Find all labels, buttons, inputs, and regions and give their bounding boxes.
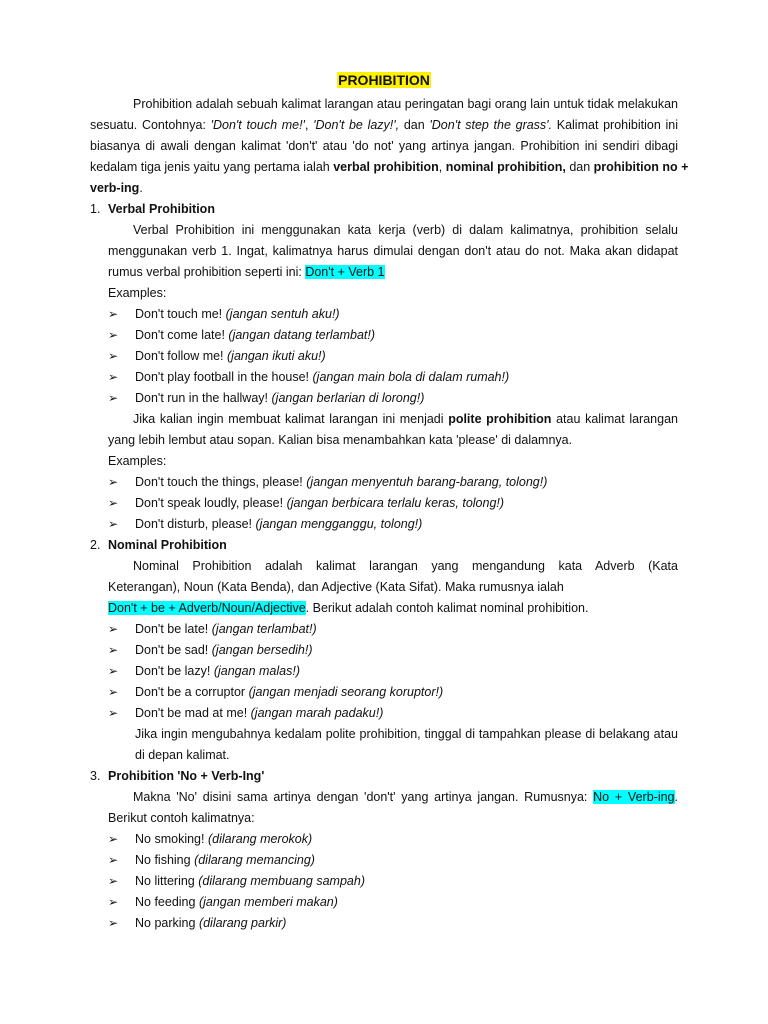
list-item xyxy=(108,472,547,493)
s2-para-line-2 xyxy=(108,577,696,598)
example-en: Don't be sad! xyxy=(135,643,212,657)
example-translation: (jangan datang terlambat!) xyxy=(228,328,376,342)
para-text: Jika ingin mengubahnya kedalam polite prohibition, tinggal di tampahkan please di belakang atau xyxy=(135,727,678,741)
intro-line-3 xyxy=(90,136,678,157)
term-bold: polite prohibition xyxy=(448,412,552,426)
section-heading-text: Verbal Prohibition xyxy=(108,202,215,216)
example-en: No fishing xyxy=(135,853,195,867)
example-en: Don't be late! xyxy=(135,622,212,636)
section-number: 1. xyxy=(90,202,101,216)
example-translation: (dilarang parkir) xyxy=(198,916,287,930)
example-translation: (dilarang merokok) xyxy=(207,832,313,846)
intro-text: kedalam tiga jenis yaitu yang pertama ialah xyxy=(90,160,334,174)
example-translation: (jangan menjadi seorang koruptor!) xyxy=(248,685,444,699)
example-translation: (jangan malas!) xyxy=(213,664,300,678)
list-item xyxy=(108,871,365,892)
para-text: Makna 'No' disini sama artinya dengan 'don't' yang artinya jangan. Rumusnya: xyxy=(133,790,594,804)
title-text: PROHIBITION xyxy=(338,72,430,88)
list-item xyxy=(108,514,422,535)
arrow-bullet-icon: ➢ xyxy=(108,832,119,846)
list-item xyxy=(108,367,509,388)
example-translation: (jangan ikuti aku!) xyxy=(227,349,326,363)
label-text: Examples: xyxy=(108,286,167,300)
example-translation: (jangan sentuh aku!) xyxy=(225,307,340,321)
example-translation: (jangan berbicara terlalu keras, tolong!) xyxy=(286,496,505,510)
s1-para-line-1 xyxy=(133,220,678,241)
para-text: Jika kalian ingin membuat kalimat larangan ini menjadi xyxy=(133,412,449,426)
arrow-bullet-icon: ➢ xyxy=(108,496,119,510)
para-text: Berikut contoh kalimatnya: xyxy=(108,811,255,825)
example-translation: (jangan berlarian di lorong!) xyxy=(271,391,425,405)
example-en: No littering xyxy=(135,874,199,888)
list-item xyxy=(108,682,443,703)
example-translation: (jangan mengganggu, tolong!) xyxy=(255,517,423,531)
list-item xyxy=(108,892,338,913)
example-en: Don't be mad at me! xyxy=(135,706,251,720)
example-quote: 'Don't step the grass'. xyxy=(429,118,553,132)
example-en: Don't come late! xyxy=(135,328,229,342)
arrow-bullet-icon: ➢ xyxy=(108,664,119,678)
example-en: No parking xyxy=(135,916,199,930)
section-heading-3 xyxy=(90,766,264,787)
section-number: 2. xyxy=(90,538,101,552)
arrow-bullet-icon: ➢ xyxy=(108,706,119,720)
section-heading-1 xyxy=(90,199,215,220)
intro-text: dan xyxy=(565,160,594,174)
arrow-bullet-icon: ➢ xyxy=(108,916,119,930)
para-text: Verbal Prohibition ini menggunakan kata kerja (verb) di dalam kalimatnya, prohibition selalu xyxy=(133,223,678,237)
example-en: Don't follow me! xyxy=(135,349,228,363)
example-translation: (jangan terlambat!) xyxy=(211,622,317,636)
list-item xyxy=(108,346,326,367)
arrow-bullet-icon: ➢ xyxy=(108,874,119,888)
arrow-bullet-icon: ➢ xyxy=(108,475,119,489)
list-item xyxy=(108,388,424,409)
list-item xyxy=(108,304,340,325)
term-bold: verbal prohibition xyxy=(333,160,439,174)
example-en: No feeding xyxy=(135,895,199,909)
s1-para-line-2 xyxy=(108,241,678,262)
intro-text: , xyxy=(304,118,314,132)
examples-label xyxy=(108,451,696,472)
intro-text: , xyxy=(438,160,446,174)
s3-para-line-2 xyxy=(108,808,696,829)
arrow-bullet-icon: ➢ xyxy=(108,895,119,909)
s2-para-line-3 xyxy=(108,598,696,619)
section-number: 3. xyxy=(90,769,101,783)
intro-text: Prohibition adalah sebuah kalimat larangan atau peringatan bagi orang lain untuk tidak melakukan xyxy=(133,97,678,111)
s1-polite-line-1 xyxy=(133,409,678,430)
arrow-bullet-icon: ➢ xyxy=(108,349,119,363)
example-translation: (jangan marah padaku!) xyxy=(250,706,384,720)
term-bold: verb-ing xyxy=(90,181,140,195)
formula-highlight: Don't + Verb 1 xyxy=(305,265,385,279)
example-translation: (jangan bersedih!) xyxy=(211,643,313,657)
list-item xyxy=(108,661,300,682)
list-item xyxy=(108,325,375,346)
example-translation: (jangan memberi makan) xyxy=(198,895,338,909)
list-item xyxy=(108,493,504,514)
s1-polite-line-2 xyxy=(108,430,696,451)
label-text: Examples: xyxy=(108,454,167,468)
page-title xyxy=(0,72,768,88)
intro-line-4 xyxy=(90,157,689,178)
example-en: Don't touch me! xyxy=(135,307,226,321)
arrow-bullet-icon: ➢ xyxy=(108,370,119,384)
arrow-bullet-icon: ➢ xyxy=(108,853,119,867)
arrow-bullet-icon: ➢ xyxy=(108,391,119,405)
s3-para-line-1 xyxy=(133,787,678,808)
s2-polite-line-2 xyxy=(135,745,723,766)
example-en: Don't be lazy! xyxy=(135,664,214,678)
example-en: Don't be a corruptor xyxy=(135,685,249,699)
list-item xyxy=(108,850,315,871)
intro-text: dan xyxy=(399,118,430,132)
intro-text: biasanya di awali dengan kalimat 'don't' atau 'do not' yang artinya jangan. Prohibition ini sendiri dibagi xyxy=(90,139,678,153)
example-en: Don't run in the hallway! xyxy=(135,391,272,405)
list-item xyxy=(108,619,317,640)
intro-text: . xyxy=(139,181,143,195)
examples-label xyxy=(108,283,696,304)
term-bold: nominal prohibition, xyxy=(445,160,566,174)
arrow-bullet-icon: ➢ xyxy=(108,517,119,531)
example-en: No smoking! xyxy=(135,832,208,846)
formula-highlight: No + Verb-ing xyxy=(593,790,675,804)
section-heading-2 xyxy=(90,535,227,556)
intro-line-2 xyxy=(90,115,678,136)
example-translation: (dilarang membuang sampah) xyxy=(198,874,365,888)
example-translation: (jangan main bola di dalam rumah!) xyxy=(312,370,510,384)
para-text: Adverb (Kata xyxy=(594,559,678,573)
example-quote: 'Don't be lazy!', xyxy=(313,118,400,132)
para-text: rumus verbal prohibition seperti ini: xyxy=(108,265,306,279)
para-text: Keterangan), Noun (Kata Benda), dan Adjective (Kata Sifat). Maka rumusnya ialah xyxy=(108,580,564,594)
example-en: Don't disturb, please! xyxy=(135,517,256,531)
s2-polite-line-1 xyxy=(135,724,678,745)
para-text: di depan kalimat. xyxy=(135,748,230,762)
list-item xyxy=(108,640,313,661)
formula-highlight: Don't + be + Adverb/Noun/Adjective xyxy=(108,601,306,615)
section-heading-text: Nominal Prohibition xyxy=(108,538,227,552)
example-quote: 'Don't touch me!' xyxy=(210,118,305,132)
example-en: Don't play football in the house! xyxy=(135,370,313,384)
para-text: . xyxy=(674,790,678,804)
arrow-bullet-icon: ➢ xyxy=(108,328,119,342)
arrow-bullet-icon: ➢ xyxy=(108,307,119,321)
s1-para-line-3 xyxy=(108,262,696,283)
arrow-bullet-icon: ➢ xyxy=(108,622,119,636)
para-text: . Berikut adalah contoh kalimat nominal prohibition. xyxy=(305,601,589,615)
example-en: Don't touch the things, please! xyxy=(135,475,307,489)
s2-para-line-1 xyxy=(133,556,678,577)
intro-line-1 xyxy=(133,94,678,115)
intro-line-5 xyxy=(90,178,678,199)
para-text: yang lebih lembut atau sopan. Kalian bisa menambahkan kata 'please' di dalamnya. xyxy=(108,433,573,447)
term-bold: prohibition no + xyxy=(593,160,689,174)
para-text: atau kalimat larangan xyxy=(551,412,678,426)
list-item xyxy=(108,829,312,850)
para-text: menggunakan verb 1. Ingat, kalimatnya harus dimulai dengan don't atau do not. Maka akan didapat xyxy=(108,244,678,258)
section-heading-text: Prohibition 'No + Verb-Ing' xyxy=(108,769,265,783)
arrow-bullet-icon: ➢ xyxy=(108,685,119,699)
intro-text: sesuatu. Contohnya: xyxy=(90,118,211,132)
para-text: Nominal Prohibition adalah kalimat larangan yang mengandung kata xyxy=(133,559,595,573)
example-translation: (jangan menyentuh barang-barang, tolong!) xyxy=(306,475,548,489)
arrow-bullet-icon: ➢ xyxy=(108,643,119,657)
example-translation: (dilarang memancing) xyxy=(194,853,315,867)
intro-text: Kalimat prohibition ini xyxy=(552,118,678,132)
list-item xyxy=(108,913,286,934)
list-item xyxy=(108,703,383,724)
example-en: Don't speak loudly, please! xyxy=(135,496,287,510)
